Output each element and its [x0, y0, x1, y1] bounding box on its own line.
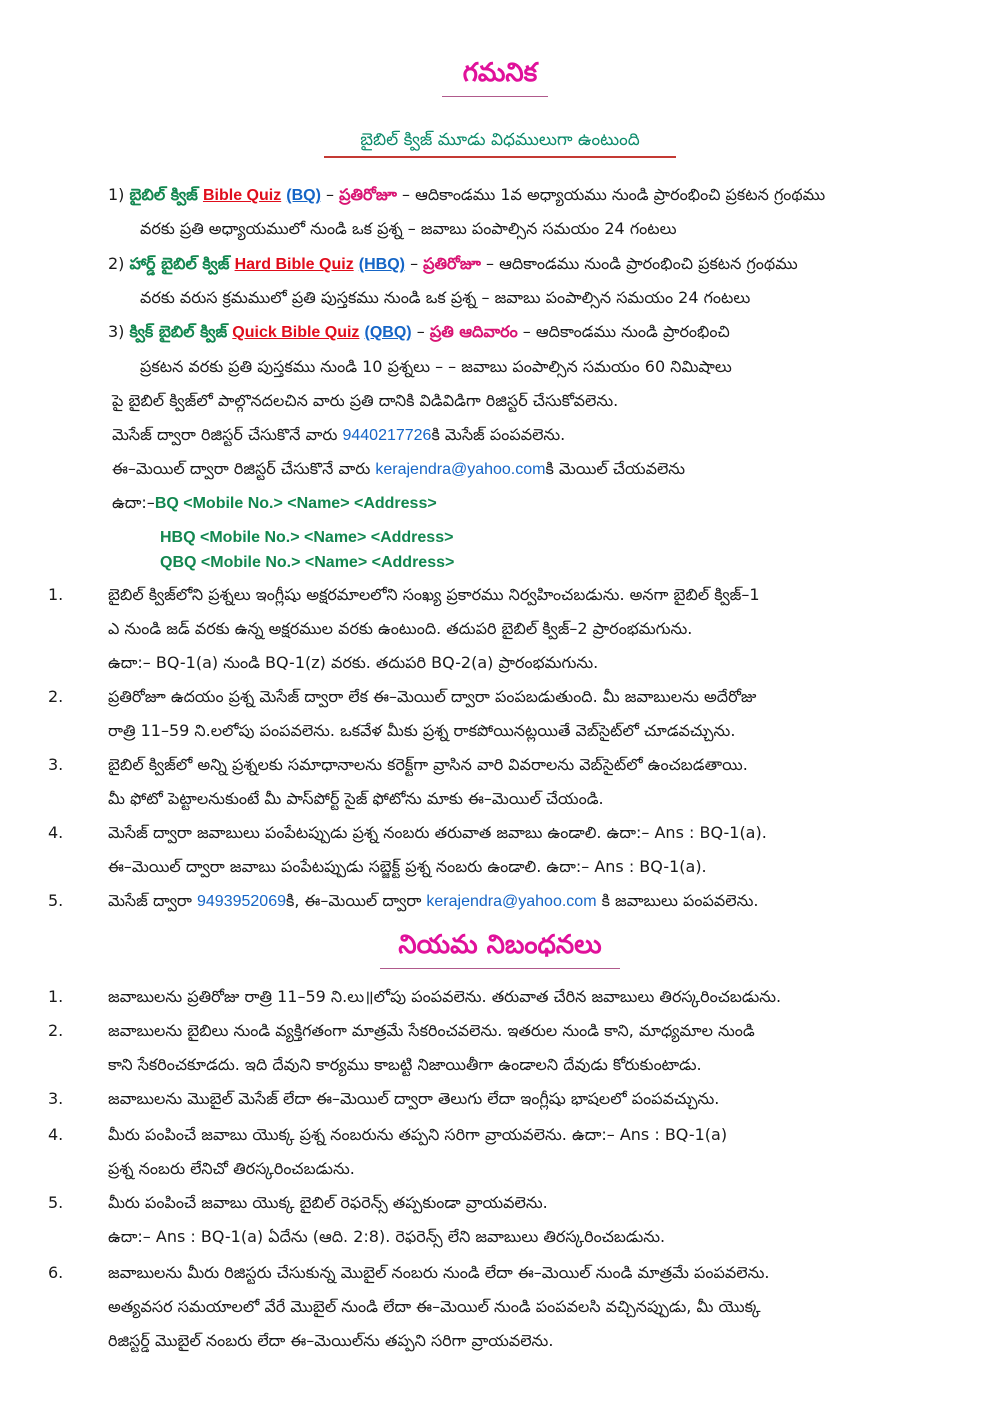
rule-line: ప్రశ్న నంబరు లేనిచో తిరస్కరించబడును.	[108, 1159, 355, 1178]
rule-line: జవాబులను ప్రతిరోజు రాత్రి 11–59 ని.లు॥లోపు పంపవలెను. తరువాత చేరిన జవాబులు తిరస్కరించబడును.	[108, 987, 782, 1006]
note-line: బైబిల్ క్విజ్‌లో అన్ని ప్రశ్నలకు సమాధానాలను కరెక్ట్‌గా వ్రాసిన వారి వివరాలను వెబ్‌సైట్‌లో ఉంచబడతాయి.	[108, 755, 748, 774]
email-link[interactable]: kerajendra@yahoo.com	[375, 461, 546, 478]
note-number: 1.	[48, 585, 64, 604]
note-number: 2.	[48, 687, 64, 706]
rule-number: 1.	[48, 987, 64, 1006]
rules-title: నియమ నిబంధనలు	[398, 930, 602, 960]
rule-line: మీరు పంపించే జవాబు యొక్క బైబిల్ రెఫరెన్స్ తప్పకుండా వ్రాయవలెను.	[108, 1193, 548, 1212]
rule-number: 3.	[48, 1089, 64, 1108]
quiz-item-qbq: 3) క్విక్ బైబిల్ క్విజ్ Quick Bible Quiz (QBQ) – ప్రతి ఆదివారం – ఆదికాండము నుండి ప్రారంభించి	[108, 322, 730, 341]
note-number: 5.	[48, 891, 64, 910]
rule-line: జవాబులను బైబిలు నుండి వ్యక్తిగతంగా మాత్రమే సేకరించవలెను. ఇతరుల నుండి కాని, మాధ్యమాల నుండి	[108, 1021, 755, 1040]
rule-line: అత్యవసర సమయాలలో వేరే మొబైల్ నుండి లేదా ఈ–మెయిల్ నుండి పంపవలసి వచ్చినప్పుడు, మీ యొక్క	[108, 1297, 761, 1316]
quiz-item-bq: 1) బైబిల్ క్విజ్ Bible Quiz (BQ) – ప్రతిరోజూ – ఆదికాండము 1వ అధ్యాయము నుండి ప్రారంభించి ప్రకటన గ్రంథము	[108, 185, 826, 204]
note-line: బైబిల్ క్విజ్‌లోని ప్రశ్నలు ఇంగ్లీషు అక్షరమాలలోని సంఖ్య ప్రకారము నిర్వహించబడును. అనగా బైబిల్ క్విజ్–1	[108, 585, 760, 604]
quiz-item-bq-detail: వరకు ప్రతి అధ్యాయములో నుండి ఒక ప్రశ్న – జవాబు పంపాల్సిన సమయం 24 గంటలు	[140, 219, 677, 238]
rule-line: జవాబులను మీరు రిజిస్టరు చేసుకున్న మొబైల్ నంబరు నుండి లేదా ఈ–మెయిల్ నుండి మాత్రమే పంపవలెను.	[108, 1263, 770, 1282]
register-email: ఈ–మెయిల్ ద్వారా రిజిస్టర్ చేసుకొనే వారు kerajendra@yahoo.comకి మెయిల్ చేయవలెను	[112, 459, 686, 478]
note-number: 3.	[48, 755, 64, 774]
rule-number: 4.	[48, 1125, 64, 1144]
answer-email-link[interactable]: kerajendra@yahoo.com	[426, 893, 597, 910]
note-line: మీ ఫోటో పెట్టాలనుకుంటే మీ పాస్‌పోర్ట్ సైజ్ ఫోటోను మాకు ఈ–మెయిల్ చేయండి.	[108, 789, 604, 808]
note-line: ప్రతిరోజూ ఉదయం ప్రశ్న మెసేజ్ ద్వారా లేక ఈ–మెయిల్ ద్వారా పంపబడుతుంది. మీ జవాబులను అదేరోజు	[108, 687, 757, 706]
rule-number: 2.	[48, 1021, 64, 1040]
register-format-bq: ఉదా:–BQ <Mobile No.> <Name> <Address>	[112, 493, 437, 512]
quiz-item-qbq-detail: ప్రకటన వరకు ప్రతి పుస్తకము నుండి 10 ప్రశ్నలు – – జవాబు పంపాల్సిన సమయం 60 నిమిషాలు	[140, 357, 732, 376]
note-line: మెసేజ్ ద్వారా జవాబులు పంపేటప్పుడు ప్రశ్న నంబరు తరువాత జవాబు ఉండాలి. ఉదా:– Ans : BQ-1(a).	[108, 823, 767, 842]
note-line: రాత్రి 11–59 ని.లలోపు పంపవలెను. ఒకవేళ మీకు ప్రశ్న రాకపోయినట్లయితే వెబ్‌సైట్‌లో చూడవచ్చును.	[108, 721, 736, 740]
rule-number: 6.	[48, 1263, 64, 1282]
rule-line: కాని సేకరించకూడదు. ఇది దేవుని కార్యము కాబట్టి నిజాయితీగా ఉండాలని దేవుడు కోరుకుంటాడు.	[108, 1055, 702, 1074]
note-number: 4.	[48, 823, 64, 842]
register-intro: పై బైబిల్ క్విజ్‌లో పాల్గొనదలచిన వారు ప్రతి దానికి విడివిడిగా రిజిస్టర్ చేసుకోవలెను.	[112, 391, 619, 410]
rule-line: రిజిస్టర్డ్ మొబైల్ నంబరు లేదా ఈ–మెయిల్‌ను తప్పని సరిగా వ్రాయవలెను.	[108, 1331, 554, 1350]
note-line: ఉదా:– BQ-1(a) నుండి BQ-1(z) వరకు. తదుపరి BQ-2(a) ప్రారంభమగును.	[108, 653, 599, 672]
sms-number: 9440217726	[342, 427, 432, 444]
register-format-qbq: QBQ <Mobile No.> <Name> <Address>	[160, 554, 455, 571]
section-subtitle: బైబిల్ క్విజ్ మూడు విధములుగా ఉంటుంది	[360, 130, 640, 150]
note-line: ఎ నుండి జడ్ వరకు ఉన్న అక్షరముల వరకు ఉంటుంది. తదుపరి బైబిల్ క్విజ్–2 ప్రారంభమగును.	[108, 619, 693, 638]
answer-sms-number: 9493952069	[197, 893, 286, 910]
rule-number: 5.	[48, 1193, 64, 1212]
note-line: ఈ–మెయిల్ ద్వారా జవాబు పంపేటప్పుడు సబ్జెక్ట్ ప్రశ్న నంబరు ఉండాలి. ఉదా:– Ans : BQ-1(a).	[108, 857, 707, 876]
quiz-item-hbq-detail: వరకు వరుస క్రమములో ప్రతి పుస్తకము నుండి ఒక ప్రశ్న – జవాబు పంపాల్సిన సమయం 24 గంటలు	[140, 288, 751, 307]
note-line-contact: మెసేజ్ ద్వారా 9493952069కి, ఈ–మెయిల్ ద్వారా kerajendra@yahoo.com కి జవాబులు పంపవలెను.	[108, 891, 759, 910]
register-format-hbq: HBQ <Mobile No.> <Name> <Address>	[160, 529, 454, 546]
page-title: గమనిక	[462, 58, 538, 88]
rule-line: జవాబులను మొబైల్ మెసేజ్ లేదా ఈ–మెయిల్ ద్వారా తెలుగు లేదా ఇంగ్లీషు భాషలలో పంపవచ్చును.	[108, 1089, 720, 1108]
rule-line: మీరు పంపించే జవాబు యొక్క ప్రశ్న నంబరును తప్పని సరిగా వ్రాయవలెను. ఉదా:– Ans : BQ-1(a)	[108, 1125, 728, 1144]
title-underline	[442, 96, 548, 97]
rules-title-underline	[380, 968, 620, 969]
subtitle-underline	[324, 156, 676, 158]
register-sms: మెసేజ్ ద్వారా రిజిస్టర్ చేసుకొనే వారు 9440217726కి మెసేజ్ పంపవలెను.	[112, 425, 566, 444]
quiz-item-hbq: 2) హార్డ్ బైబిల్ క్విజ్ Hard Bible Quiz (HBQ) – ప్రతిరోజూ – ఆదికాండము నుండి ప్రారంభించి ప్రకటన గ్రంథము	[108, 254, 798, 273]
rule-line: ఉదా:– Ans : BQ-1(a) ఏదేను (ఆది. 2:8). రెఫరెన్స్ లేని జవాబులు తిరస్కరించబడును.	[108, 1227, 666, 1246]
